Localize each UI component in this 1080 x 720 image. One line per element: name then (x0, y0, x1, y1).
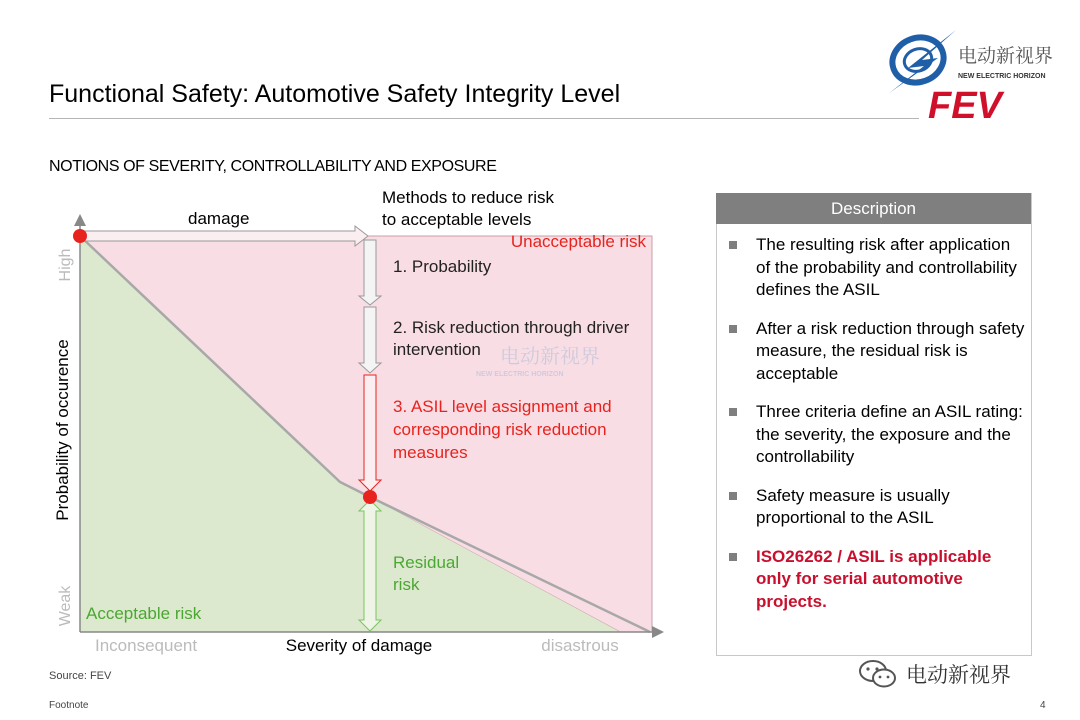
step-asil-line3: measures (393, 443, 468, 462)
square-bullet-icon (729, 408, 737, 416)
description-item (727, 485, 1027, 530)
risk-diagram (0, 180, 700, 660)
footnote: Footnote (49, 700, 89, 711)
methods-label-line2: to acceptable levels (382, 210, 532, 229)
x-axis-label: Severity of damage (285, 636, 433, 655)
acceptable-risk-label: Acceptable risk (86, 604, 202, 623)
step-driver-line1: 2. Risk reduction through driver (393, 318, 630, 337)
x-axis-low-label: Inconsequent (95, 636, 198, 655)
square-bullet-icon (729, 241, 737, 249)
title-divider (49, 118, 919, 119)
wechat-icon (858, 658, 898, 690)
residual-risk-marker (363, 490, 377, 504)
y-axis-high-label: High (57, 248, 74, 282)
square-bullet-icon (729, 492, 737, 500)
description-item-text: After a risk reduction through safety measure, the residual risk is acceptable (756, 318, 1025, 383)
description-item (727, 234, 1027, 302)
logo-cn-text: 电动新视界 (958, 46, 1054, 67)
x-axis-high-label: disastrous (541, 636, 619, 655)
watermark-cn: 电动新视界 (500, 346, 600, 368)
source-note: Source: FEV (49, 670, 112, 682)
square-bullet-icon (729, 325, 737, 333)
section-subtitle: NOTIONS OF SEVERITY, CONTROLLABILITY AND EXPOSURE (49, 158, 497, 175)
description-item-text: Safety measure is usually proportional to the ASIL (756, 485, 950, 527)
fev-wordmark: FEV (928, 85, 1002, 127)
methods-label-line1: Methods to reduce risk (382, 188, 554, 207)
unacceptable-risk-label: Unacceptable risk (510, 232, 646, 251)
y-axis-weak-label: Weak (57, 585, 74, 627)
logo-en-text: NEW ELECTRIC HORIZON (958, 73, 1046, 80)
step-driver-line2: intervention (393, 340, 481, 359)
fev-logo (878, 28, 1070, 128)
y-axis-label: Probability of occurence (53, 339, 72, 521)
description-item-text: Three criteria define an ASIL rating: the severity, the exposure and the controllability (756, 402, 1023, 466)
step-asil-line2: corresponding risk reduction (393, 420, 607, 439)
description-header: Description (716, 193, 1031, 224)
page-title: Functional Safety: Automotive Safety Integrity Level (49, 80, 621, 108)
watermark-en: NEW ELECTRIC HORIZON (476, 371, 564, 378)
page-number: 4 (1040, 700, 1046, 711)
wechat-account-name: 电动新视界 (906, 664, 1011, 687)
wechat-badge (858, 654, 1058, 694)
description-item-highlight (727, 546, 1027, 614)
step-asil-line1: 3. ASIL level assignment and (393, 397, 612, 416)
residual-risk-line1: Residual (393, 553, 460, 572)
description-list (727, 234, 1027, 629)
description-item-text: The resulting risk after application of the probability and controllability defines the ASIL (756, 235, 1017, 299)
residual-risk-line2: risk (393, 575, 420, 594)
square-bullet-icon (729, 553, 737, 561)
description-item (727, 318, 1027, 386)
step-probability: 1. Probability (393, 257, 492, 276)
damage-label: damage (188, 209, 250, 228)
high-risk-marker (73, 229, 87, 243)
description-item-text: ISO26262 / ASIL is applicable only for serial automotive projects. (756, 546, 992, 611)
description-item (727, 401, 1027, 469)
